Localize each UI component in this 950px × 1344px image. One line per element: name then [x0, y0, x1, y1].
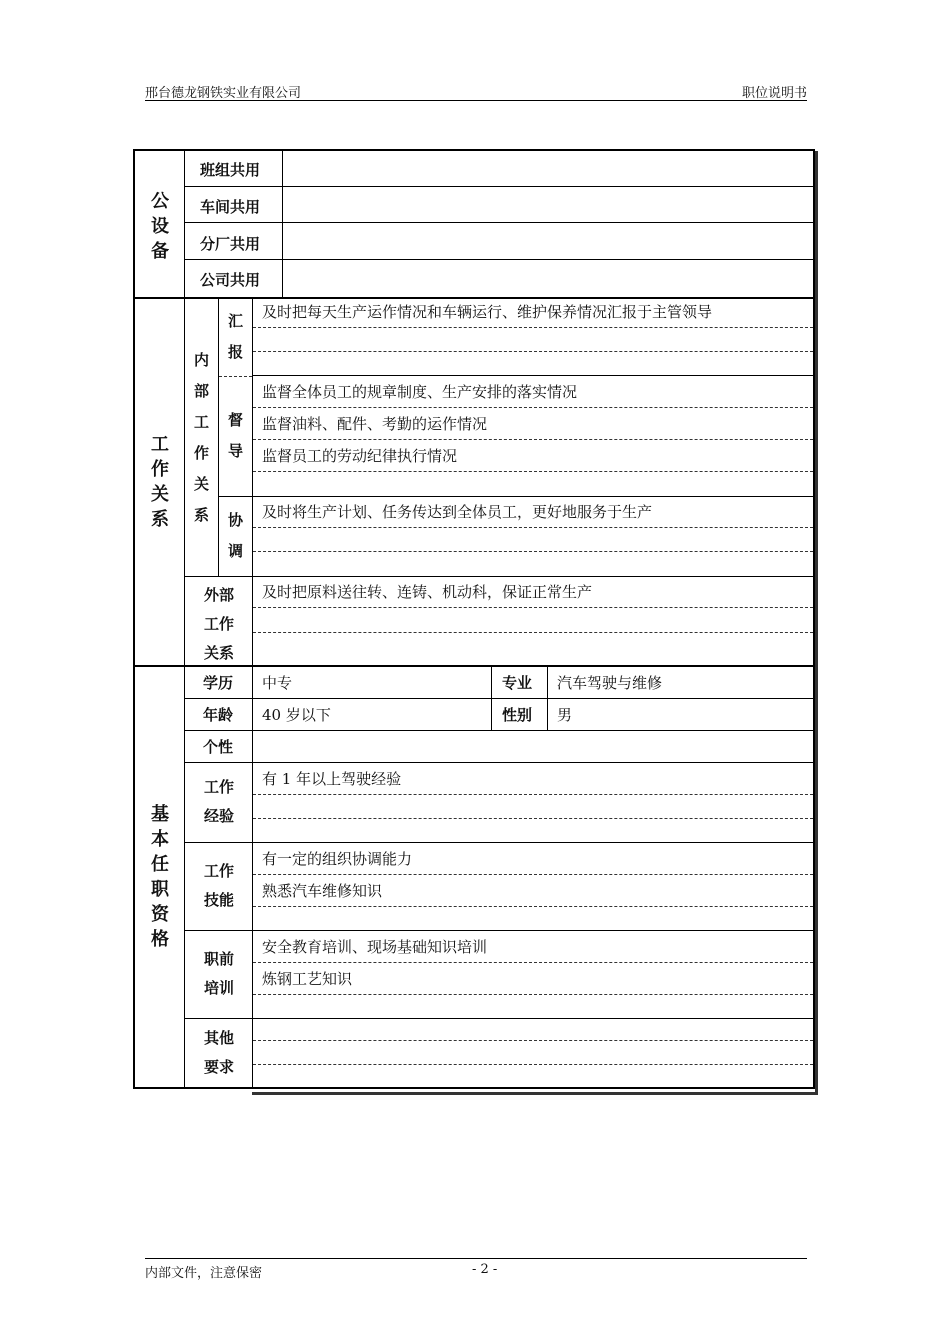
char: 备 [151, 241, 169, 262]
dash-line [253, 607, 813, 608]
equipment-section-label [136, 189, 184, 264]
char: 资 [151, 904, 169, 925]
row-line [185, 842, 814, 843]
table-shadow-bottom [252, 1092, 818, 1095]
label-line: 工作 [203, 778, 234, 796]
equipment-row-workshop: 车间共用 [200, 198, 261, 216]
dash-line [253, 439, 813, 440]
coordinate-label [219, 505, 252, 567]
char: 关 [151, 484, 169, 505]
subgroup-divider [219, 496, 252, 497]
qualifications-section-label [136, 802, 184, 952]
char: 公 [151, 191, 169, 212]
char: 工 [193, 413, 209, 431]
skills-label [189, 857, 249, 915]
char: 关 [193, 475, 209, 493]
row-line [185, 222, 814, 223]
experience-line-1: 有 1 年以上驾驶经验 [262, 770, 402, 788]
char: 任 [151, 854, 169, 875]
label-line: 职前 [203, 950, 234, 968]
label-line: 其他 [203, 1029, 234, 1047]
row-line [253, 375, 814, 376]
dash-line [253, 794, 813, 795]
internal-relations-label [185, 345, 218, 531]
dash-line [253, 407, 813, 408]
label-line: 工作 [203, 862, 234, 880]
row-line [185, 186, 814, 187]
char: 本 [151, 829, 169, 850]
dash-line [253, 1064, 813, 1065]
supervise-label [219, 405, 252, 467]
label-line: 经验 [203, 807, 234, 825]
dash-line [253, 1040, 813, 1041]
label-line: 工作 [203, 615, 234, 633]
char: 汇 [227, 312, 243, 330]
divider-col1 [184, 151, 185, 1088]
experience-label [189, 773, 249, 831]
section-line-1 [135, 297, 814, 299]
training-line-1: 安全教育培训、现场基础知识培训 [262, 938, 488, 956]
char: 报 [227, 343, 243, 361]
dash-line [253, 327, 813, 328]
major-value: 汽车驾驶与维修 [557, 674, 663, 692]
page-header [145, 82, 807, 101]
confidential-note: 内部文件，注意保密 [145, 1266, 263, 1281]
supervise-line-1: 监督全体员工的规章制度、生产安排的落实情况 [262, 383, 578, 401]
char: 格 [151, 929, 169, 950]
dash-line [253, 471, 813, 472]
label-line: 技能 [203, 891, 234, 909]
supervise-line-2: 监督油料、配件、考勤的运作情况 [262, 415, 488, 433]
education-label: 学历 [203, 674, 234, 692]
report-line-1: 及时把每天生产运作情况和车辆运行、维护保养情况汇报于主管领导 [262, 303, 713, 321]
label-line: 关系 [203, 644, 234, 662]
dash-line [253, 906, 813, 907]
footer-rule [145, 1258, 807, 1259]
char: 调 [227, 542, 243, 560]
training-label [189, 945, 249, 1003]
row-line [185, 698, 814, 699]
row-line [185, 730, 814, 731]
char: 基 [151, 804, 169, 825]
page-number: - 2 - [472, 1262, 498, 1277]
dash-line [253, 962, 813, 963]
row-line [185, 762, 814, 763]
major-label: 专业 [502, 674, 533, 692]
char: 内 [193, 351, 209, 369]
other-requirements-label [189, 1024, 249, 1082]
subgroup-divider [219, 376, 252, 377]
row-line [185, 930, 814, 931]
report-label [219, 306, 252, 368]
label-line: 外部 [203, 586, 234, 604]
row-line [185, 259, 814, 260]
char: 作 [151, 459, 169, 480]
external-relations-label [189, 581, 249, 668]
dash-line [253, 527, 813, 528]
supervise-line-3: 监督员工的劳动纪律执行情况 [262, 447, 458, 465]
subgroup-divider [185, 576, 252, 577]
label-line: 培训 [203, 979, 234, 997]
age-label: 年龄 [203, 706, 234, 724]
skills-line-1: 有一定的组织协调能力 [262, 850, 413, 868]
divider-equipment [282, 151, 283, 298]
equipment-row-team: 班组共用 [200, 161, 261, 179]
external-line-1: 及时把原料送往转、连铸、机动科，保证正常生产 [262, 583, 593, 601]
char: 作 [193, 444, 209, 462]
char: 导 [227, 442, 243, 460]
char: 职 [151, 879, 169, 900]
dash-line [253, 632, 813, 633]
relations-section-label [136, 432, 184, 532]
company-name: 邢台德龙钢铁实业有限公司 [145, 86, 302, 101]
row-line [185, 1018, 814, 1019]
char: 工 [151, 434, 169, 455]
label-line: 要求 [203, 1058, 234, 1076]
char: 协 [227, 511, 243, 529]
skills-line-2: 熟悉汽车维修知识 [262, 882, 383, 900]
dash-line [253, 874, 813, 875]
equipment-row-company: 公司共用 [200, 271, 261, 289]
char: 系 [193, 506, 209, 524]
dash-line [253, 351, 813, 352]
coordinate-line-1: 及时将生产计划、任务传达到全体员工，更好地服务于生产 [262, 503, 653, 521]
char: 督 [227, 411, 243, 429]
gender-label: 性别 [502, 706, 533, 724]
row-line [253, 496, 814, 497]
table-shadow-right [815, 151, 818, 1095]
char: 部 [193, 382, 209, 400]
char: 系 [151, 509, 169, 530]
age-value: 40 岁以下 [262, 706, 331, 724]
document-type: 职位说明书 [741, 86, 807, 101]
dash-line [253, 818, 813, 819]
dash-line [253, 551, 813, 552]
row-line [253, 576, 814, 577]
education-value: 中专 [262, 674, 293, 692]
char: 设 [151, 216, 169, 237]
divider-col2 [252, 298, 253, 1088]
gender-value: 男 [557, 706, 573, 724]
equipment-row-branch: 分厂共用 [200, 235, 261, 253]
dash-line [253, 994, 813, 995]
training-line-2: 炼钢工艺知识 [262, 970, 353, 988]
personality-label: 个性 [203, 738, 234, 756]
